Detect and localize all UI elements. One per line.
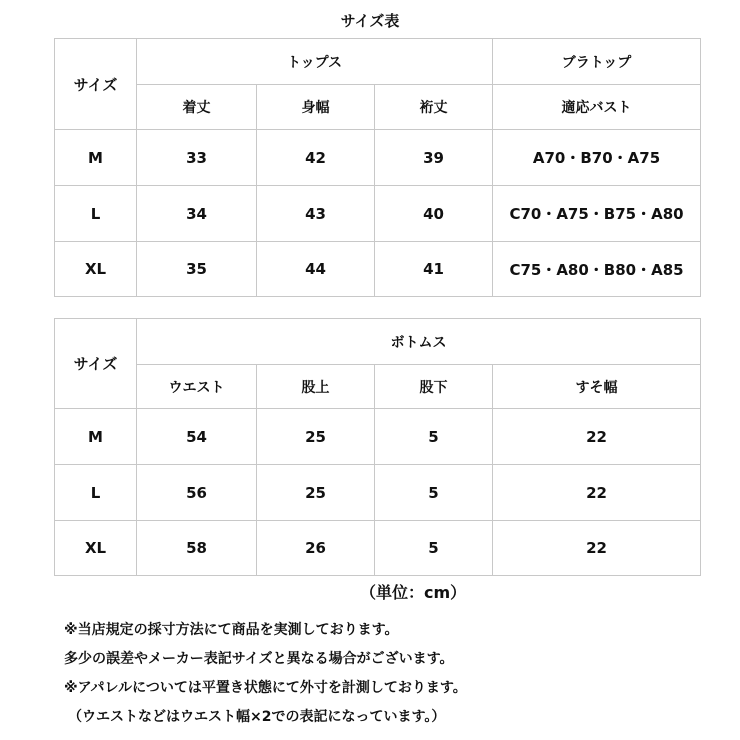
- note-line: ※当店規定の採寸方法にて商品を実測しております。: [64, 622, 399, 638]
- table-row: [55, 186, 701, 242]
- column-header-rise: 股上: [257, 365, 375, 409]
- table-row: [55, 465, 701, 521]
- tops-size-table: [54, 38, 701, 297]
- size-cell: XL: [55, 242, 137, 297]
- page-title: サイズ表: [340, 12, 400, 30]
- tops-group-header: トップス: [137, 39, 493, 85]
- table-row: [55, 521, 701, 576]
- value-cell: 33: [137, 130, 257, 186]
- bottoms-size-table: [54, 318, 701, 576]
- size-header: サイズ: [55, 319, 137, 409]
- value-cell: 26: [257, 521, 375, 576]
- value-cell: 40: [375, 186, 493, 242]
- note-line: 多少の誤差やメーカー表記サイズと異なる場合がございます。: [64, 651, 454, 667]
- column-header-waist: ウエスト: [137, 365, 257, 409]
- size-header: サイズ: [55, 39, 137, 130]
- column-header-bust: 適応バスト: [493, 85, 701, 130]
- value-cell: 25: [257, 465, 375, 521]
- value-cell: 39: [375, 130, 493, 186]
- bust-cell: A70・B70・A75: [493, 130, 701, 186]
- value-cell: 22: [493, 521, 701, 576]
- note-line: （ウエストなどはウエスト幅×2での表記になっています。）: [68, 709, 446, 725]
- value-cell: 34: [137, 186, 257, 242]
- size-cell: M: [55, 409, 137, 465]
- value-cell: 5: [375, 465, 493, 521]
- bust-cell: C70・A75・B75・A80: [493, 186, 701, 242]
- note-line: ※アパレルについては平置き状態にて外寸を計測しております。: [64, 680, 467, 696]
- value-cell: 35: [137, 242, 257, 297]
- unit-label: （単位：cm）: [360, 583, 467, 602]
- value-cell: 56: [137, 465, 257, 521]
- value-cell: 41: [375, 242, 493, 297]
- notes-block: [64, 616, 724, 732]
- column-header-inseam: 股下: [375, 365, 493, 409]
- value-cell: 22: [493, 465, 701, 521]
- column-header-width: 身幅: [257, 85, 375, 130]
- column-header-sleeve: 裄丈: [375, 85, 493, 130]
- value-cell: 44: [257, 242, 375, 297]
- table-row: [55, 242, 701, 297]
- table-row: [55, 409, 701, 465]
- bratop-group-header: ブラトップ: [493, 39, 701, 85]
- value-cell: 58: [137, 521, 257, 576]
- size-cell: XL: [55, 521, 137, 576]
- value-cell: 54: [137, 409, 257, 465]
- table-row: [55, 130, 701, 186]
- value-cell: 42: [257, 130, 375, 186]
- bust-cell: C75・A80・B80・A85: [493, 242, 701, 297]
- value-cell: 5: [375, 409, 493, 465]
- value-cell: 22: [493, 409, 701, 465]
- size-cell: M: [55, 130, 137, 186]
- size-cell: L: [55, 465, 137, 521]
- column-header-length: 着丈: [137, 85, 257, 130]
- size-cell: L: [55, 186, 137, 242]
- column-header-hem-width: すそ幅: [493, 365, 701, 409]
- value-cell: 25: [257, 409, 375, 465]
- value-cell: 43: [257, 186, 375, 242]
- bottoms-group-header: ボトムス: [137, 319, 701, 365]
- value-cell: 5: [375, 521, 493, 576]
